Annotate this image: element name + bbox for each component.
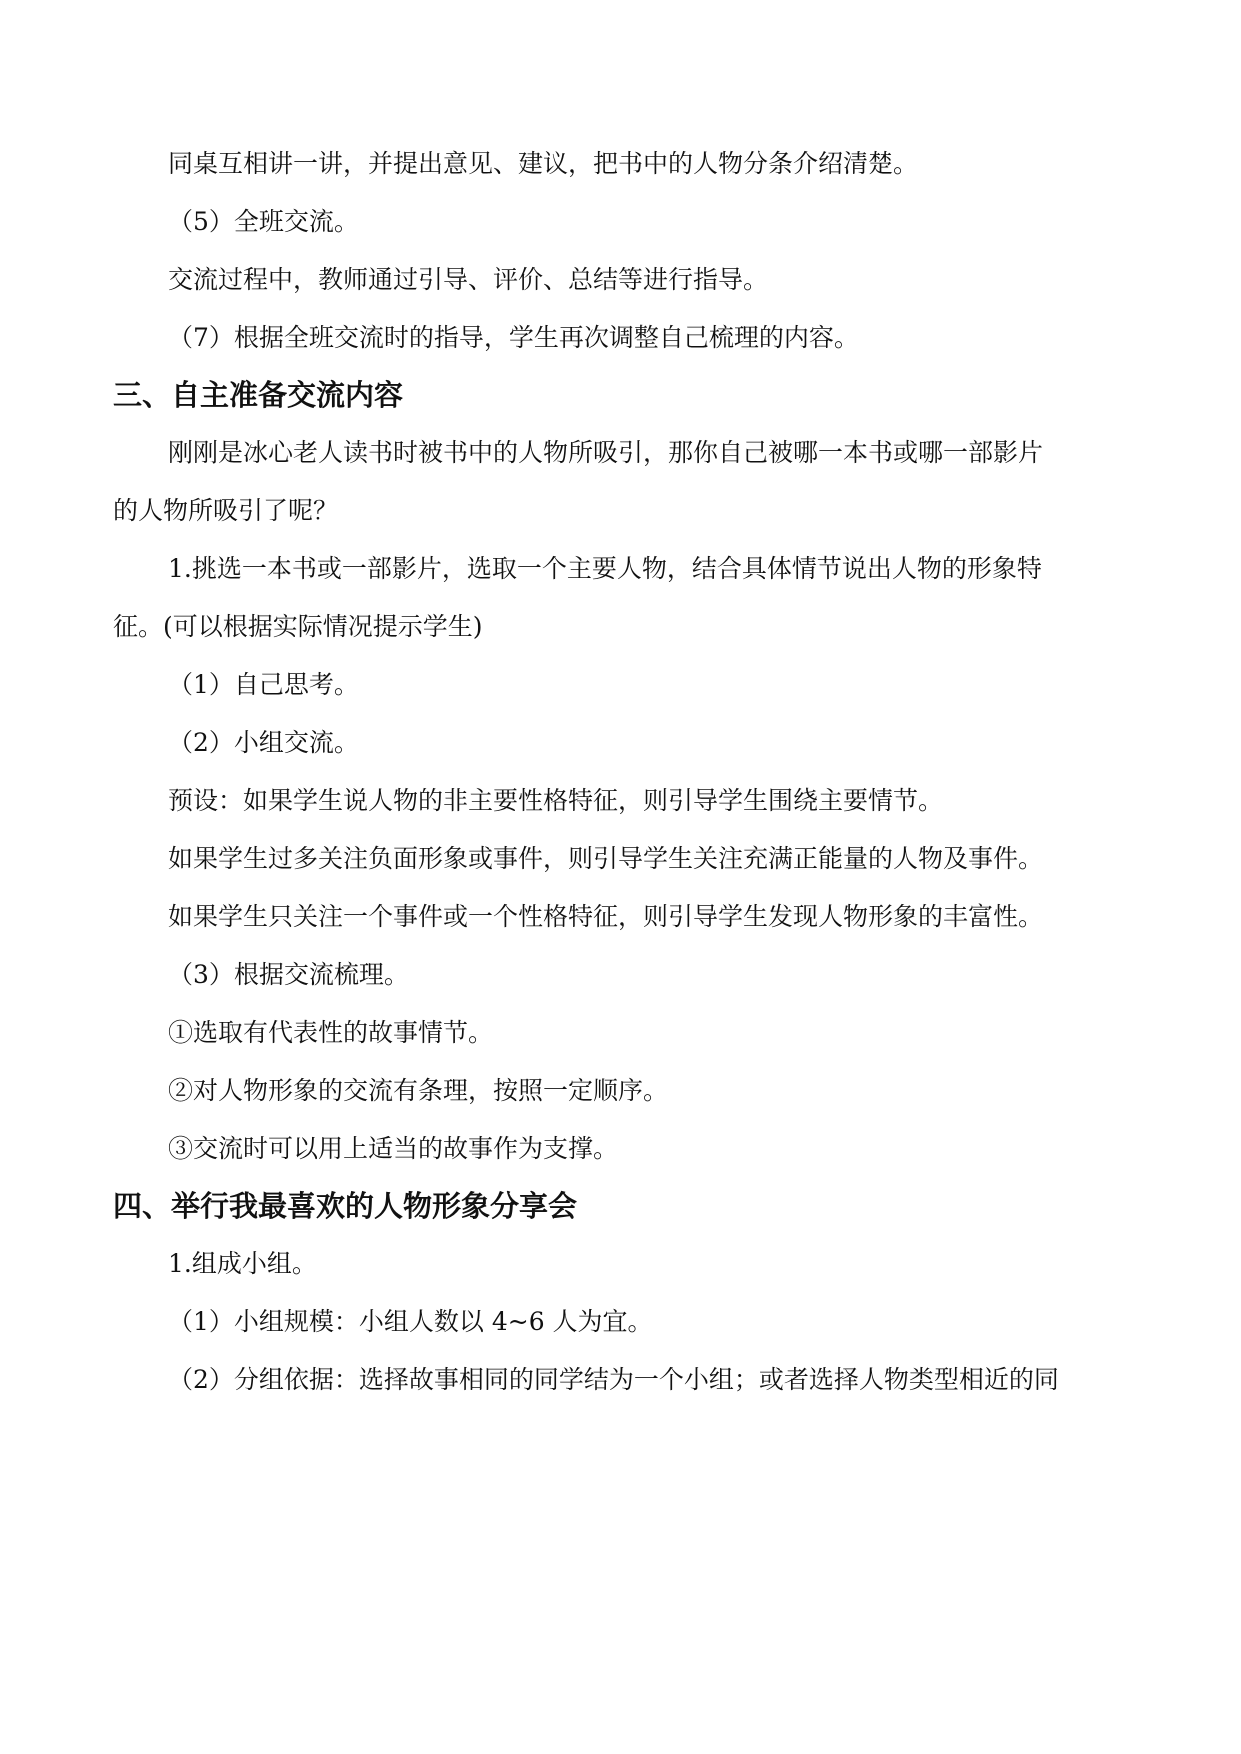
paragraph-line: ①选取有代表性的故事情节。	[168, 1018, 494, 1047]
paragraph-line: 预设：如果学生说人物的非主要性格特征，则引导学生围绕主要情节。	[168, 786, 944, 815]
section-heading: 四、举行我最喜欢的人物形象分享会	[113, 1189, 578, 1223]
paragraph-line: （3）根据交流梳理。	[168, 960, 409, 989]
paragraph-line: 征。(可以根据实际情况提示学生)	[113, 612, 483, 641]
paragraph-line: 同桌互相讲一讲，并提出意见、建议，把书中的人物分条介绍清楚。	[168, 149, 919, 178]
paragraph-line: 交流过程中，教师通过引导、评价、总结等进行指导。	[168, 265, 769, 294]
paragraph-line: （1）自己思考。	[168, 670, 359, 699]
paragraph-line: （5）全班交流。	[168, 207, 359, 236]
paragraph-line: 如果学生只关注一个事件或一个性格特征，则引导学生发现人物形象的丰富性。	[168, 902, 1044, 931]
paragraph-line: （7）根据全班交流时的指导，学生再次调整自己梳理的内容。	[168, 323, 859, 352]
paragraph-line: （1）小组规模：小组人数以 4~6 人为宜。	[168, 1307, 653, 1336]
paragraph-line: 如果学生过多关注负面形象或事件，则引导学生关注充满正能量的人物及事件。	[168, 844, 1044, 873]
paragraph-line: ②对人物形象的交流有条理，按照一定顺序。	[168, 1076, 669, 1105]
section-heading: 三、自主准备交流内容	[113, 378, 404, 412]
paragraph-line: （2）分组依据：选择故事相同的同学结为一个小组；或者选择人物类型相近的同	[168, 1365, 1059, 1394]
paragraph-line: 1.组成小组。	[168, 1249, 317, 1278]
paragraph-line: ③交流时可以用上适当的故事作为支撑。	[168, 1134, 619, 1163]
paragraph-line: 刚刚是冰心老人读书时被书中的人物所吸引，那你自己被哪一本书或哪一部影片	[168, 438, 1044, 467]
paragraph-line: 1.挑选一本书或一部影片，选取一个主要人物，结合具体情节说出人物的形象特	[168, 554, 1042, 583]
paragraph-line: （2）小组交流。	[168, 728, 359, 757]
paragraph-line: 的人物所吸引了呢？	[113, 496, 339, 525]
